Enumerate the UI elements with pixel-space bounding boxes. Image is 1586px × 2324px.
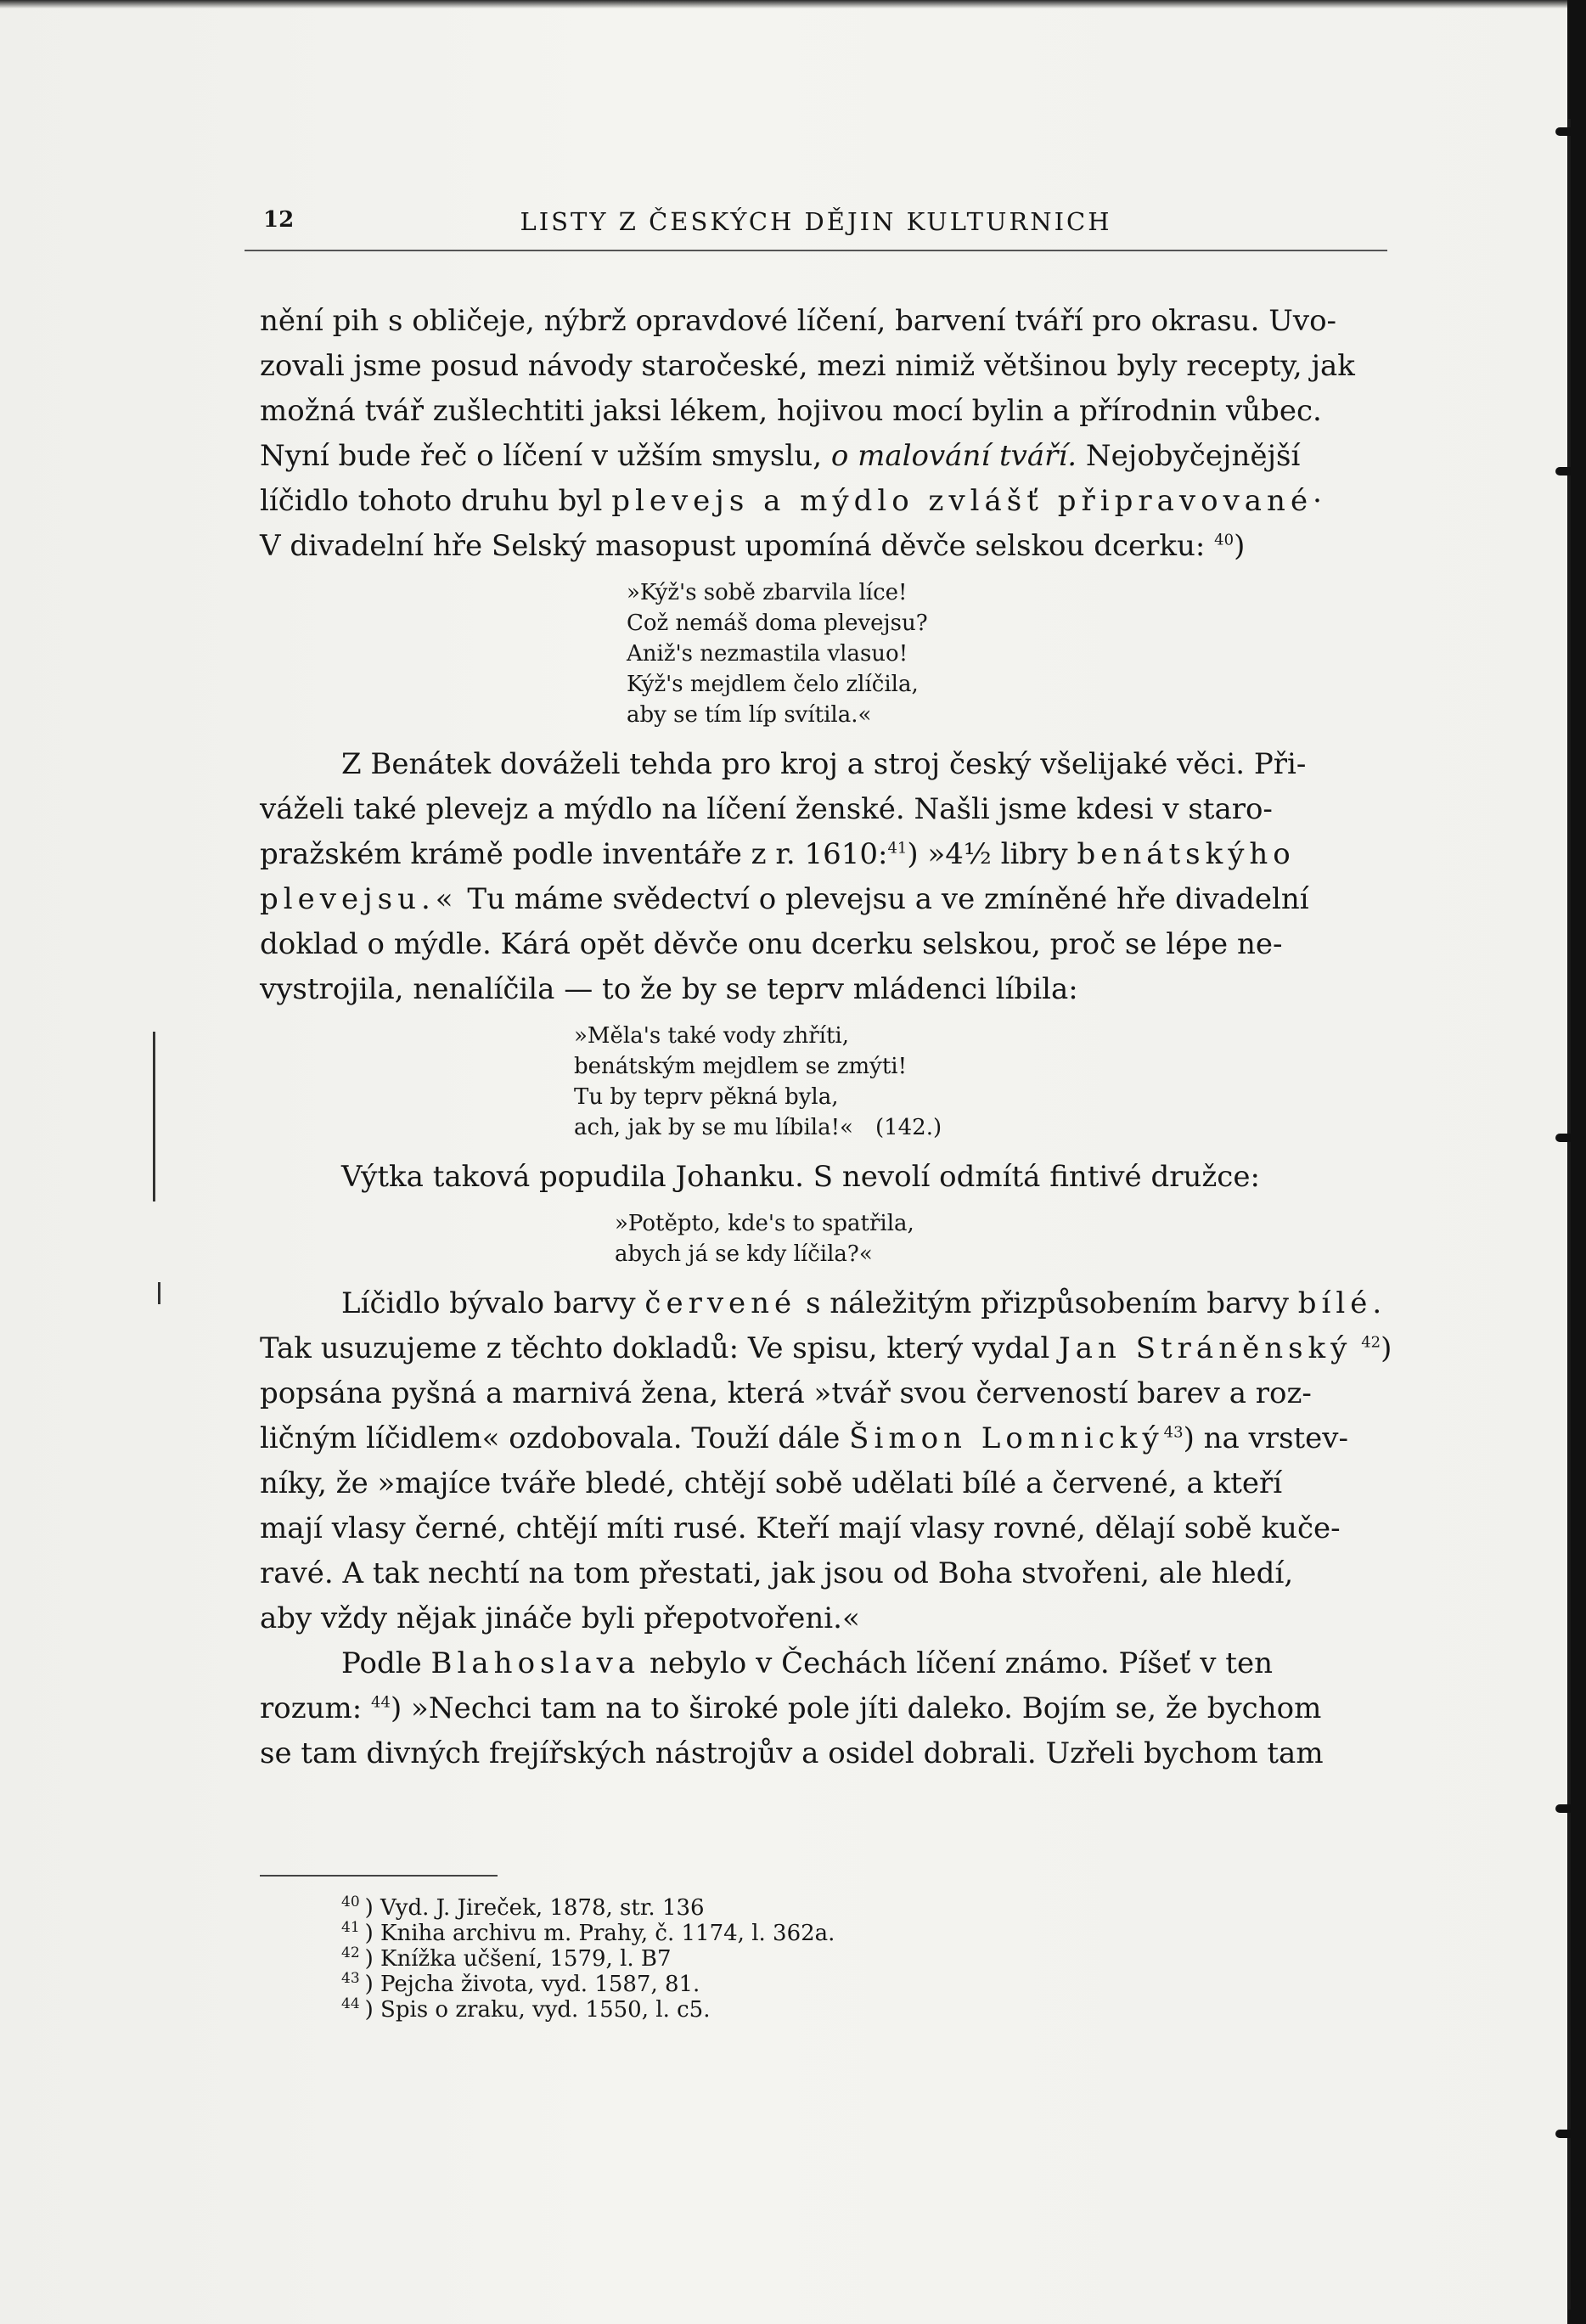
footnote [341, 1972, 835, 1997]
running-head [245, 207, 1387, 241]
paragraph [260, 299, 1387, 569]
footnote-ref: 44 [371, 1693, 391, 1712]
text-run: · [1313, 484, 1322, 518]
footnote-ref: 42 [1361, 1333, 1381, 1352]
text-run: ) [1381, 1331, 1392, 1365]
verse-line: Aniž's nezmastila vlasuo! [627, 641, 908, 667]
text-run: ) »4½ libry [907, 837, 1068, 871]
footnote-text: ) Kniha archivu m. Prahy, č. 1174, l. 362a. [364, 1921, 835, 1946]
footnote [341, 1895, 835, 1921]
text-run: líčidlo tohoto druhu byl [260, 484, 603, 518]
footnote-mark: 44 [341, 1995, 360, 2013]
text-line [260, 1686, 1387, 1731]
footnote-ref: 41 [887, 839, 908, 858]
spaced-emphasis: plevejs a mýdlo zvlášť připravované [611, 484, 1313, 518]
footnote [341, 1946, 835, 1972]
margin-tick-left [158, 1282, 160, 1304]
margin-line-left [153, 1032, 155, 1201]
text-run: V divadelní hře Selský masopust upomíná děvče selskou dcerku: [260, 529, 1206, 563]
text-line [260, 1326, 1392, 1371]
text-line: možná tvář zušlechtiti jaksi lékem, hojivou mocí bylin a přírodnin vůbec. [260, 394, 1322, 428]
footnotes [341, 1895, 835, 2023]
verse-quote [260, 1021, 1387, 1143]
footnote-ref: 40 [1214, 531, 1234, 549]
paragraph [260, 742, 1387, 1012]
text-line: se tam divných frejířských nástrojův a osidel dobrali. Uzřeli bychom tam [260, 1736, 1324, 1770]
verse-line: Což nemáš doma plevejsu? [627, 611, 928, 636]
verse-line: aby se tím líp svítila.« [627, 702, 872, 728]
spaced-emphasis: bílé. [1297, 1286, 1387, 1320]
text-line: mají vlasy černé, chtějí míti rusé. Kteří mají vlasy rovné, dělají sobě kuče- [260, 1511, 1341, 1545]
text-line: nění pih s obličeje, nýbrž opravdové líčení, barvení tváří pro okrasu. Uvo- [260, 304, 1337, 338]
scan-edge-top [0, 0, 1586, 8]
text-line: popsána pyšná a marnivá žena, která »tvář svou červeností barev a roz- [260, 1376, 1312, 1410]
text-line [260, 524, 1387, 569]
paragraph [260, 1281, 1392, 1641]
emphasis: o malování tváří. [830, 439, 1077, 473]
verse-quote [260, 577, 1387, 730]
verse-line: »Potěpto, kde's to spatřila, [615, 1211, 914, 1236]
text-run: nebylo v Čechách líčení známo. Píšeť v ten [649, 1646, 1273, 1680]
verse-quote [260, 1208, 1387, 1269]
spaced-emphasis: Jan Stráněnský [1059, 1331, 1353, 1365]
text-run: ) »Nechci tam na to široké pole jíti daleko. Bojím se, že bychom [390, 1691, 1322, 1725]
text-run: Tu máme svědectví o plevejsu a ve zmíněné hře divadelní [467, 882, 1309, 916]
text-run: ličným líčidlem« ozdobovala. Touží dále [260, 1421, 841, 1455]
text-run: pražském krámě podle inventáře z r. 1610: [260, 837, 888, 871]
footnote-mark: 43 [341, 1970, 360, 1988]
margin-mark [1555, 467, 1584, 475]
footnote [341, 1997, 835, 2023]
verse-text: ach, jak by se mu líbila!« [574, 1115, 853, 1140]
margin-line-right [1568, 119, 1571, 2310]
body-text [260, 299, 1392, 1776]
text-line: vystrojila, nenalíčila — to že by se teprv mládenci líbila: [260, 972, 1078, 1006]
spaced-emphasis: Blahoslava [430, 1646, 641, 1680]
text-line: doklad o mýdle. Kárá opět děvče onu dcerku selskou, proč se lépe ne- [260, 927, 1283, 961]
verse-line: Tu by teprv pěkná byla, [574, 1084, 839, 1110]
text-line: Výtka taková popudila Johanku. S nevolí odmítá fintivé družce: [341, 1160, 1260, 1194]
margin-mark [1555, 127, 1584, 136]
footnote-mark: 41 [341, 1919, 360, 1937]
text-run: s náležitým přizpůsobením barvy [805, 1286, 1289, 1320]
footnote-text: ) Spis o zraku, vyd. 1550, l. c5. [364, 1997, 711, 2023]
margin-mark [1555, 1804, 1584, 1813]
text-line [260, 832, 1387, 877]
verse-line: benátským mejdlem se zmýti! [574, 1054, 908, 1079]
verse-reference: (142.) [875, 1115, 942, 1140]
paragraph [260, 1155, 1387, 1200]
text-run: Tak usuzujeme z těchto dokladů: Ve spisu, který vydal [260, 1331, 1050, 1365]
margin-mark [1555, 2130, 1584, 2138]
footnote-rule [260, 1875, 498, 1877]
text-run: ) [1234, 529, 1246, 563]
spaced-emphasis: benátskýho [1077, 837, 1296, 871]
text-line [260, 1641, 1387, 1686]
verse-line: »Měla's také vody zhříti, [574, 1023, 849, 1049]
footnote-text: ) Vyd. J. Jireček, 1878, str. 136 [364, 1895, 705, 1921]
footnote-mark: 40 [341, 1894, 360, 1911]
footnote-text: ) Knížka učšení, 1579, l. B7 [364, 1946, 672, 1972]
text-line [260, 479, 1387, 524]
text-run: Líčidlo bývalo barvy [341, 1286, 636, 1320]
verse-line: abych já se kdy líčila?« [615, 1241, 873, 1267]
text-line [260, 1416, 1387, 1461]
text-line: níky, že »majíce tváře bledé, chtějí sobě udělati bílé a červené, a kteří [260, 1466, 1283, 1500]
footnote [341, 1921, 835, 1946]
header-rule [245, 250, 1387, 251]
margin-mark [1555, 1134, 1584, 1142]
text-run: ) na vrstev- [1183, 1421, 1348, 1455]
verse-line [574, 1112, 1387, 1143]
text-line [260, 434, 1387, 479]
text-run: Podle [341, 1646, 422, 1680]
text-run: Nyní bude řeč o líčení v užším smyslu, [260, 439, 823, 473]
text-line: ravé. A tak nechtí na tom přestati, jak jsou od Boha stvořeni, ale hledí, [260, 1556, 1294, 1590]
footnote-mark: 42 [341, 1944, 360, 1962]
text-line [260, 877, 1387, 922]
running-title: LISTY Z ČESKÝCH DĚJIN KULTURNICH [520, 207, 1112, 236]
verse-line: Kýž's mejdlem čelo zlíčila, [627, 672, 919, 697]
spaced-emphasis: Šimon Lomnický [849, 1421, 1164, 1455]
text-run: rozum: [260, 1691, 363, 1725]
footnote-ref: 43 [1163, 1423, 1184, 1442]
verse-line: »Kýž's sobě zbarvila líce! [627, 580, 908, 605]
paragraph [260, 1641, 1387, 1776]
spaced-emphasis: červené [644, 1286, 797, 1320]
text-line: aby vždy nějak jináče byli přepotvořeni.« [260, 1601, 860, 1635]
spaced-emphasis: plevejsu.« [260, 882, 458, 916]
text-run: Nejobyčejnější [1085, 439, 1301, 473]
footnote-text: ) Pejcha života, vyd. 1587, 81. [364, 1972, 700, 1997]
text-line: váželi také plevejz a mýdlo na líčení ženské. Našli jsme kdesi v staro- [260, 792, 1273, 826]
text-line [260, 1281, 1387, 1326]
text-line: Z Benátek dováželi tehda pro kroj a stroj český všelijaké věci. Při- [341, 747, 1307, 781]
page-number: 12 [263, 207, 295, 233]
text-line: zovali jsme posud návody staročeské, mezi nimiž většinou byly recepty, jak [260, 349, 1355, 383]
